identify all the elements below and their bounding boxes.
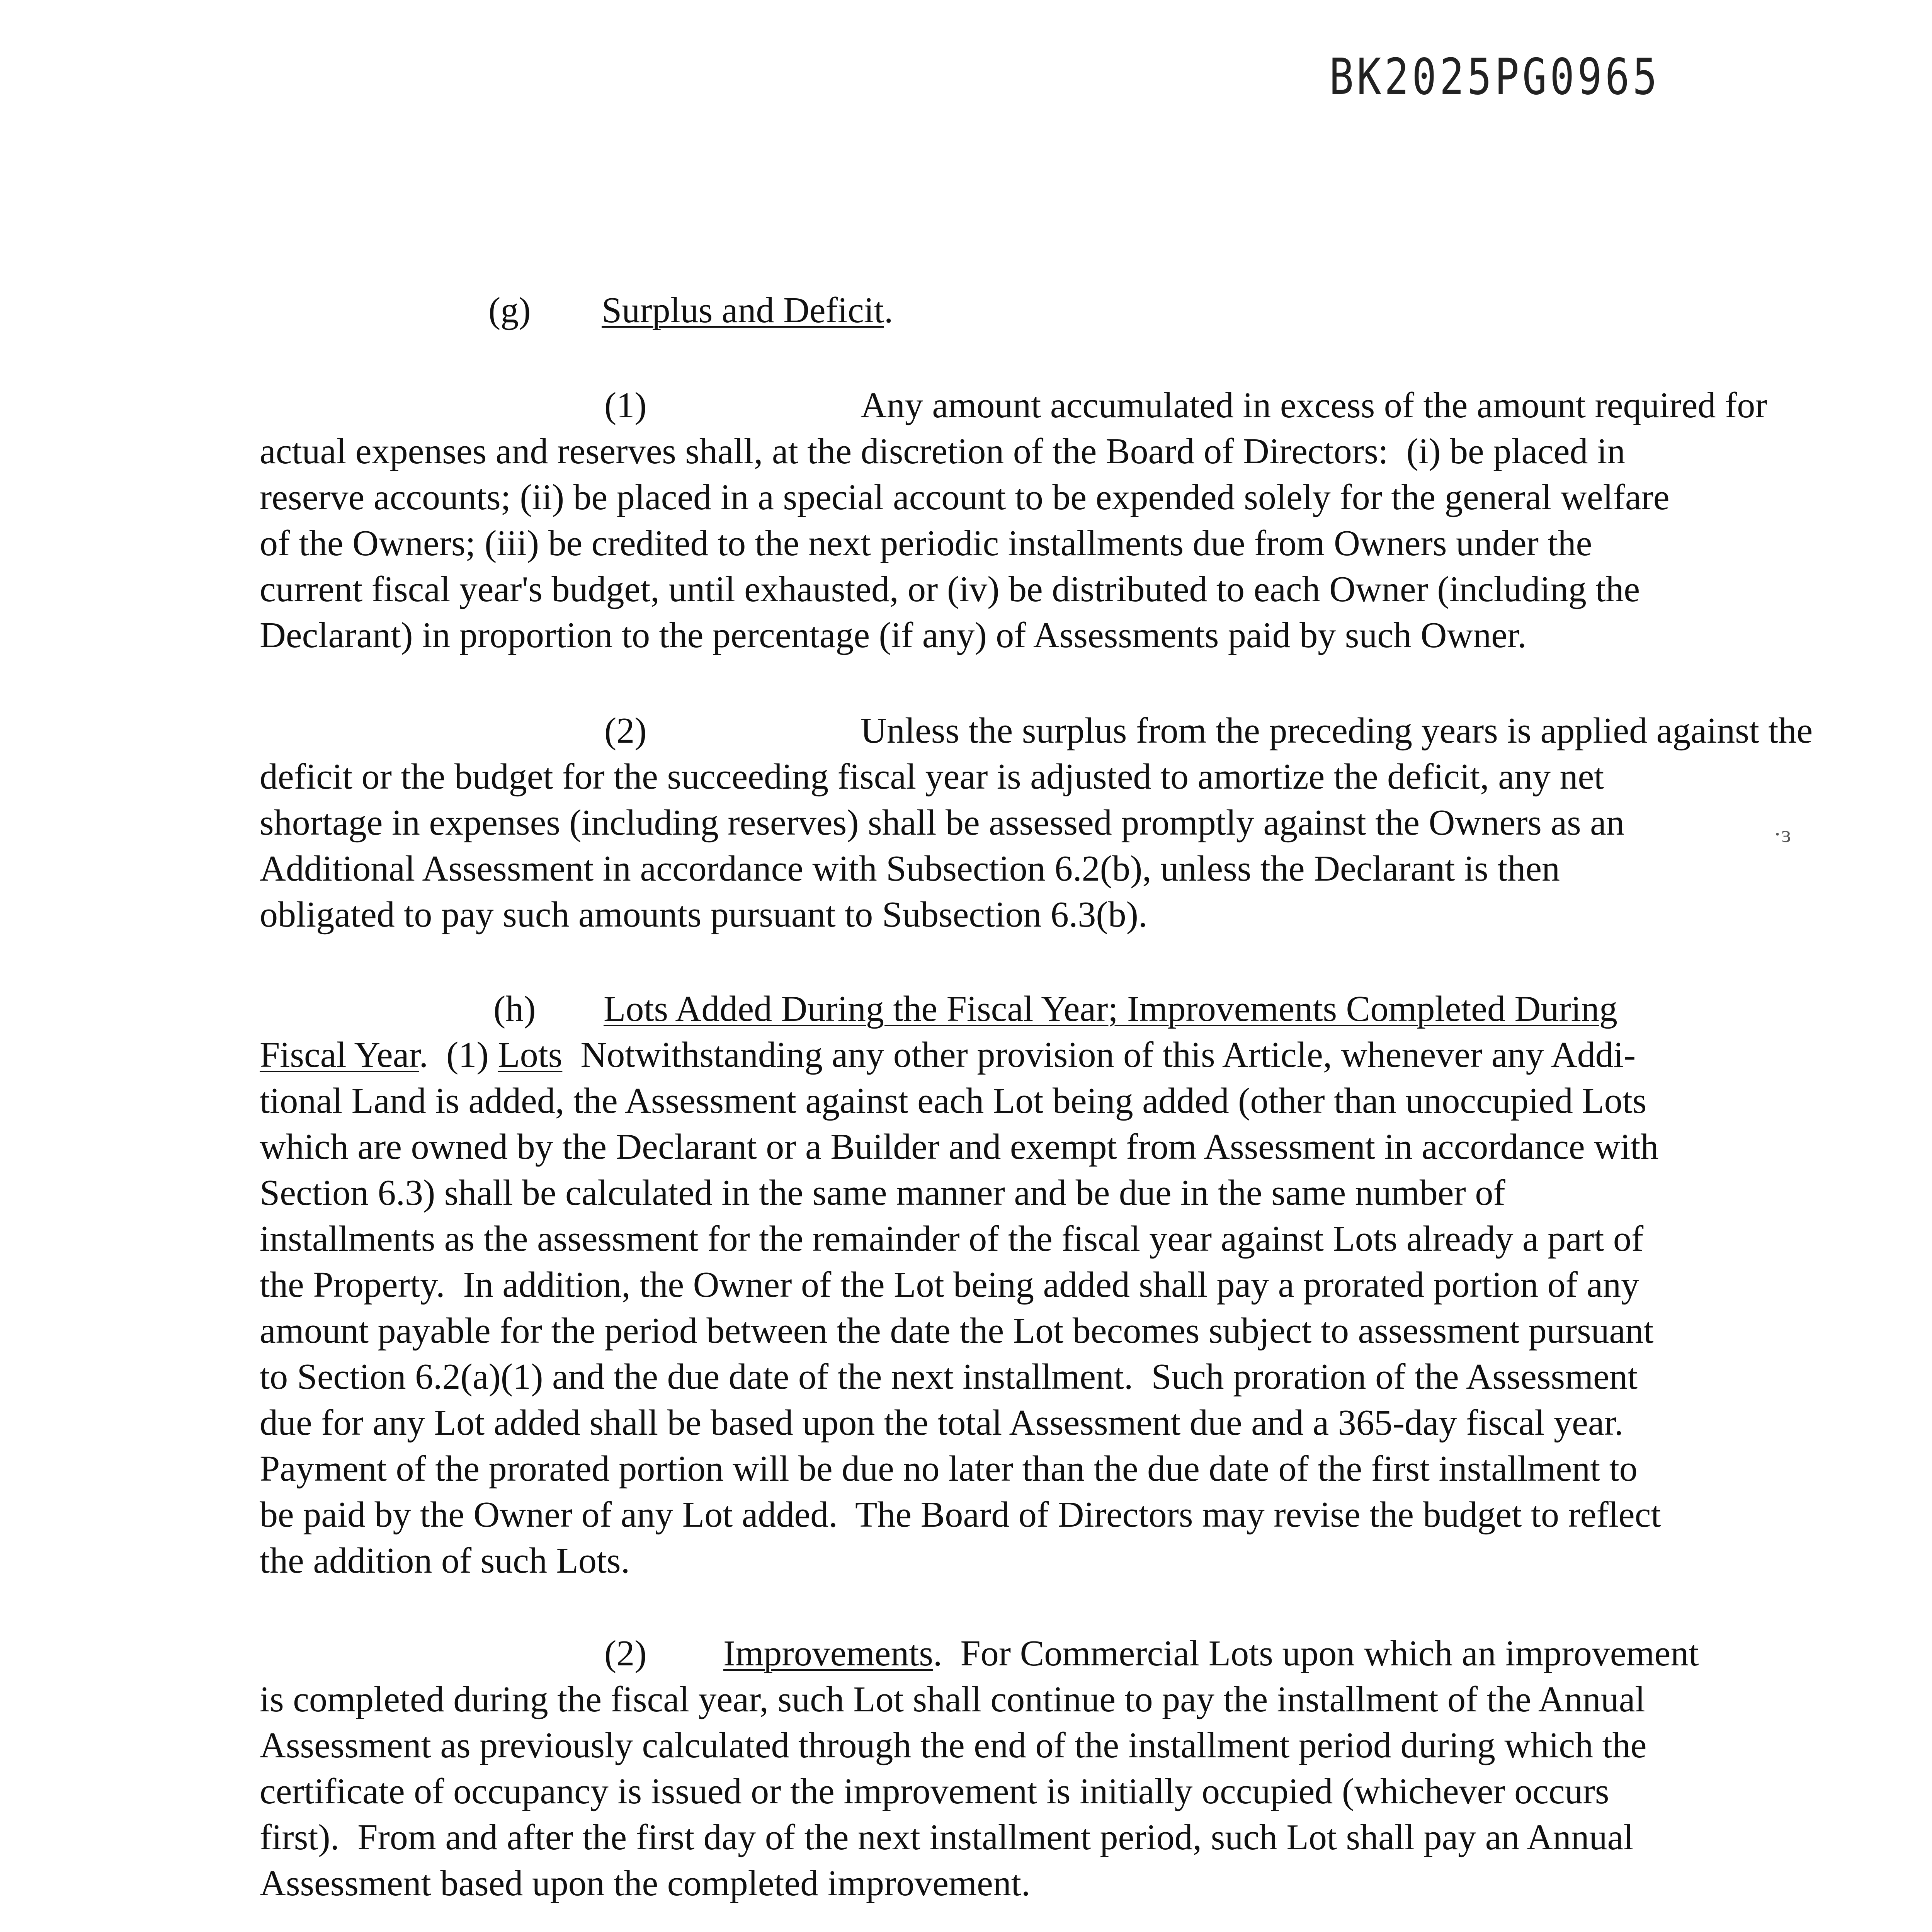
h1-number: (1): [446, 1035, 489, 1075]
margin-mark: ·ɜ: [1774, 821, 1791, 847]
text-line: Unless the surplus from the preceding years is applied against the: [861, 711, 1813, 751]
text-line: tional Land is added, the Assessment against each Lot being added (other than unoccupied Lots: [260, 1081, 1647, 1121]
paragraph-h2: (2) Improvements. For Commercial Lots upon which an improvement is completed during the fiscal year, such Lot shall continue to pay the installment of the Annual Assessment as previously calculated through the end of the installment period during which the certificate of occupancy is issued or the improvement is initially occupied (whichever occurs first). From and after the first day of the next installment period, such Lot shall pay an Annual Assessment based upon the completed improvement.: [260, 1631, 1790, 1906]
text-line: Any amount accumulated in excess of the amount required for: [861, 385, 1767, 425]
text-line: deficit or the budget for the succeeding fiscal year is adjusted to amortize the deficit, any net: [260, 757, 1604, 797]
text-line: Payment of the prorated portion will be due no later than the due date of the first installment to: [260, 1449, 1638, 1489]
text-line: be paid by the Owner of any Lot added. The Board of Directors may revise the budget to reflect: [260, 1495, 1661, 1535]
text-line: Notwithstanding any other provision of this Article, whenever any Addi-: [580, 1035, 1636, 1075]
section-h-number: (h): [493, 989, 536, 1029]
document-page: BK2025PG0965 (g) Surplus and Deficit. (1) Any amount accumulated in excess of the amount required for actual expenses and reserves shall, at the discretion of the Board of Directors: (i) be placed in reserve accounts; (ii) be placed in a special account to be expended solely for the general welfare of the Owners; (iii) be credited to the next periodic installments due from Owners under the current fiscal year's budget, until exhausted, or (iv) be distributed to each Owner (including the Declarant) in proportion to the percentage (if any) of Assessments paid by such Owner. (2) Unless the surplus from the preceding years is applied against the deficit or the budget for the succeeding fiscal year is adjusted to amortize the deficit, any net shortage in expenses (including reserves) shall be assessed promptly against the Owners as an Additional Assessment in accordance with Subsection 6.2(b), unless the Declarant is then obligated to pay such amounts pursuant to Subsection 6.3(b). ·ɜ (h) Lots Added During the Fiscal Year; Improvements Completed During Fiscal Year. (1) Lots Notwithstanding any other provision of this Article, whenever any Addi- tional Land is added, the Assessment against each Lot being added (other than unoccupied Lots which are owned by the Declarant or a Builder and exempt from Assessment in accordance with Section 6.3) shall be calculated in the same manner and be due in the same number of installments as the assessment for the remainder of the fiscal year against Lots already a part of the Property. In addition, the Owner of the Lot being added shall pay a prorated portion of any amount payable for the period between the date the Lot becomes subject to assessment pursuant to Section 6.2(a)(1) and the due date of the next installment. Such proration of the Assessment due for any Lot added shall be based upon the total Assessment due and a 365-day fiscal year. Payment of the prorated portion will be due no later than the due date of the first installment to be paid by the Owner of any Lot added. The Board of Directors may revise the budget to reflect the addition of such Lots. (2) Improvements. For Commercial Lots upon which an improvement is completed during the fiscal year, such Lot shall continue to pay the installment of the Annual Assessment as previously calculated through the end of the installment period during which the certificate of occupancy is issued or the improvement is initially occupied (whichever occurs first). From and after the first day of the next installment period, such Lot shall pay an Annual Assessment based upon the completed improvement.: [0, 0, 1932, 1932]
text-line: Additional Assessment in accordance with Subsection 6.2(b), unless the Declarant is then: [260, 849, 1560, 889]
text-line: of the Owners; (iii) be credited to the next periodic installments due from Owners under the: [260, 523, 1592, 563]
paragraph-h: (h) Lots Added During the Fiscal Year; Improvements Completed During Fiscal Year. (1) Lots Notwithstanding any other provision of this Article, whenever any Addi- tional Land is added, the Assessment against each Lot being added (other than unoccupied Lots which are owned by the Declarant or a Builder and exempt from Assessment in accordance with Section 6.3) shall be calculated in the same manner and be due in the same number of installments as the assessment for the remainder of the fiscal year against Lots already a part of the Property. In addition, the Owner of the Lot being added shall pay a prorated portion of any amount payable for the period between the date the Lot becomes subject to assessment pursuant to Section 6.2(a)(1) and the due date of the next installment. Such proration of the Assessment due for any Lot added shall be based upon the total Assessment due and a 365-day fiscal year. Payment of the prorated portion will be due no later than the due date of the first installment to be paid by the Owner of any Lot added. The Board of Directors may revise the budget to reflect the addition of such Lots.: [260, 986, 1790, 1584]
h2-number: (2): [604, 1633, 647, 1673]
text-line: Section 6.3) shall be calculated in the same manner and be due in the same number of: [260, 1173, 1505, 1213]
text-line: is completed during the fiscal year, such Lot shall continue to pay the installment of the Annual: [260, 1679, 1645, 1719]
section-h-title-line2: Fiscal Year: [260, 1035, 419, 1075]
text-line: Assessment as previously calculated through the end of the installment period during which the: [260, 1725, 1647, 1765]
paragraph-g2: [260, 708, 1813, 938]
text-line: the Property. In addition, the Owner of the Lot being added shall pay a prorated portion of any: [260, 1265, 1639, 1305]
text-line: actual expenses and reserves shall, at the discretion of the Board of Directors: (i) be placed in: [260, 431, 1626, 471]
text-line: first). From and after the first day of the next installment period, such Lot shall pay an Annual: [260, 1817, 1634, 1857]
book-page-stamp: BK2025PG0965: [1329, 48, 1660, 106]
text-line: For Commercial Lots upon which an improvement: [960, 1633, 1699, 1673]
text-line: certificate of occupancy is issued or the improvement is initially occupied (whichever occurs: [260, 1771, 1609, 1811]
section-g-title: Surplus and Deficit: [602, 290, 884, 330]
text-line: reserve accounts; (ii) be placed in a special account to be expended solely for the general welfare: [260, 477, 1670, 517]
text-line: Declarant) in proportion to the percentage (if any) of Assessments paid by such Owner.: [260, 615, 1527, 655]
text-line: amount payable for the period between the date the Lot becomes subject to assessment pursuant: [260, 1311, 1654, 1351]
h2-title: Improvements: [723, 1633, 933, 1673]
text-line: which are owned by the Declarant or a Builder and exempt from Assessment in accordance with: [260, 1127, 1659, 1167]
text-line: to Section 6.2(a)(1) and the due date of the next installment. Such proration of the Assessment: [260, 1357, 1638, 1397]
text-line: installments as the assessment for the remainder of the fiscal year against Lots already a part of: [260, 1219, 1644, 1259]
g1-number: (1): [604, 385, 647, 425]
text-line: obligated to pay such amounts pursuant to Subsection 6.3(b).: [260, 895, 1148, 935]
text-line: shortage in expenses (including reserves) shall be assessed promptly against the Owners as an: [260, 803, 1624, 843]
text-line: Assessment based upon the completed improvement.: [260, 1863, 1031, 1903]
paragraph-g1: [260, 383, 1790, 658]
text-line: due for any Lot added shall be based upon the total Assessment due and a 365-day fiscal year.: [260, 1403, 1624, 1443]
section-g-number: (g): [488, 290, 531, 330]
g2-number: (2): [604, 711, 647, 751]
section-h-title-line1: Lots Added During the Fiscal Year; Improvements Completed During: [604, 989, 1617, 1029]
h1-title: Lots: [498, 1035, 563, 1075]
text-line: current fiscal year's budget, until exhausted, or (iv) be distributed to each Owner (including the: [260, 569, 1640, 609]
text-line: the addition of such Lots.: [260, 1541, 630, 1581]
